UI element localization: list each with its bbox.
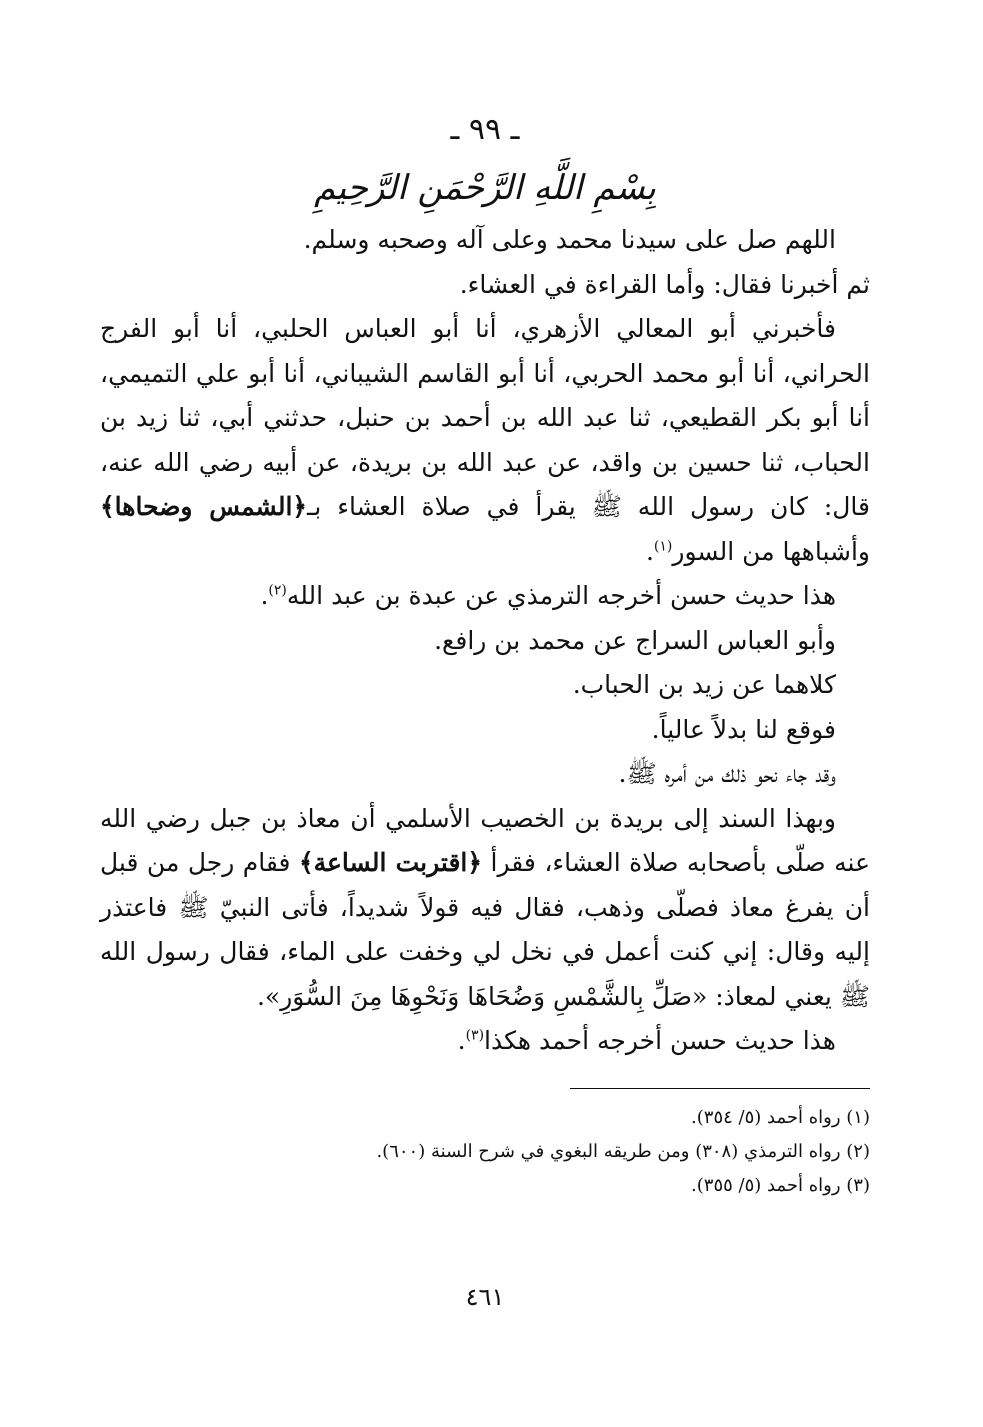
footnotes (100, 1101, 870, 1203)
surah-reference-2: ﴿اقتربت الساعة﴾ (298, 848, 483, 877)
paragraph-intro: ثم أخبرنا فقال: وأما القراءة في العشاء. (459, 269, 870, 299)
paragraph-isnad-1: فأخبرني أبو المعالي الأزهري، أنا أبو العباس الحلبي، أنا أبو الفرج الحراني، أنا أبو محمد الحربي، أنا أبو القاسم الشيباني، أنا أبو علي التميمي، أنا أبو بكر القطيعي، ثنا عبد الله بن أحمد بن حنبل، حدثني أبي، ثنا زيد بن الحباب، ثنا حسين بن واقد، عن عبد الله بن بريدة، عن أبيه رضي الله عنه، قال: كان رسول الله ﷺ يقرأ في صلاة العشاء بـ﴿الشمس وضحاها﴾ وأشباهها من السور$^{(١)}$. (100, 314, 870, 566)
isnad-text-cont: وأشباهها من السور (672, 536, 870, 566)
basmala: بِسْمِ اللَّهِ الرَّحْمَنِ الرَّحِيمِ (314, 168, 656, 208)
paragraph-salawat: اللهم صل على سيدنا محمد وعلى آله وصحبه وسلم. (303, 225, 836, 254)
page-number: ٤٦١ (465, 1283, 505, 1311)
paragraph-narrator-siraj: وأبو العباس السراج عن محمد بن رافع. (434, 625, 836, 655)
footnote-ref-1[interactable]: (١) (653, 538, 673, 555)
footnote-ref-3[interactable]: (٣) (465, 1027, 485, 1044)
footnote-divider (570, 1088, 870, 1089)
paragraph-both-from: كلاهما عن زيد بن الحباب. (572, 670, 836, 699)
paragraph-isnad-2: وبهذا السند إلى بريدة بن الخصيب الأسلمي أن معاذ بن جبل رضي الله عنه صلّى بأصحابه صلاة العشاء، فقرأ ﴿اقتربت الساعة﴾ فقام رجل من قبل أن يفرغ معاذ فصلّى وذهب، فقال فيه قولاً شديداً، فأتى النبيّ ﷺ فاعتذر إليه وقال: إني كنت أعمل في نخل لي وخفت على الماء، فقال رسول الله ﷺ يعني لمعاذ: «صَلِّ بِالشَّمْسِ وَضُحَاهَا وَنَحْوِهَا مِنَ السُّوَرِ». (100, 803, 870, 1011)
footnote-ref-2[interactable]: (٢) (268, 582, 287, 599)
chapter-number: ـ ٩٩ ـ (450, 112, 520, 147)
paragraph-hadith-grade-2: هذا حديث حسن أخرجه أحمد هكذا$^{(٣)}$. (457, 1026, 836, 1055)
book-page (100, 108, 870, 1328)
footnote-2: (٢) رواه الترمذي (٣٠٨) ومن طريقه البغوي في شرح السنة (٦٠٠). (376, 1140, 870, 1162)
surah-reference: ﴿الشمس وضحاها﴾ (100, 492, 308, 521)
paragraph-hadith-grade-1: هذا حديث حسن أخرجه الترمذي عن عبدة بن عبد الله$^{(٢)}$. (260, 581, 836, 610)
body-text (100, 218, 870, 1064)
footnote-3: (٣) رواه أحمد (٥/ ٣٥٥). (691, 1174, 870, 1196)
footnote-1: (١) رواه أحمد (٥/ ٣٥٤). (691, 1106, 870, 1128)
paragraph-badal: فوقع لنا بدلاً عالياً. (651, 714, 836, 744)
isnad-text: فأخبرني أبو المعالي الأزهري، أنا أبو العباس الحلبي، أنا أبو الفرج الحراني، أنا أبو محمد الحربي، أنا أبو القاسم الشيباني، أنا أبو علي التميمي، أنا أبو بكر القطيعي، ثنا عبد الله بن أحمد بن حنبل، حدثني أبي، ثنا زيد بن الحباب، ثنا حسين بن واقد، عن عبد الله بن بريدة، عن أبيه رضي الله عنه، قال: كان رسول الله ﷺ يقرأ في صلاة العشاء بـ (100, 314, 870, 521)
paragraph-similar: وقد جاء نحو ذلك من أمره ﷺ. (618, 759, 836, 788)
